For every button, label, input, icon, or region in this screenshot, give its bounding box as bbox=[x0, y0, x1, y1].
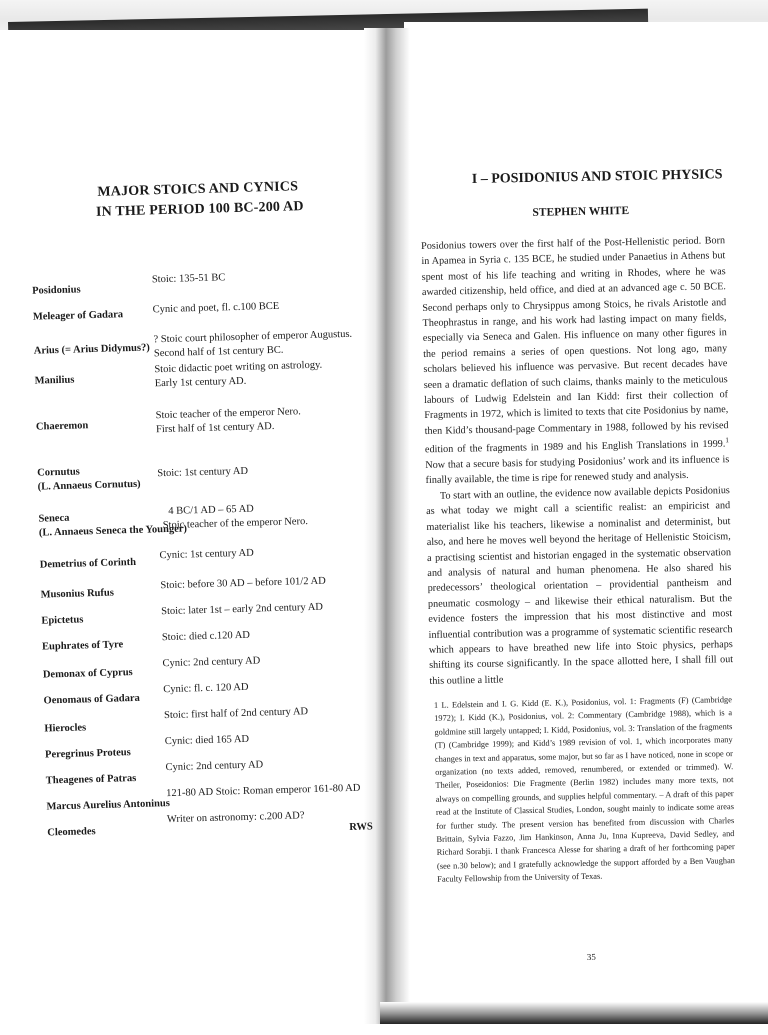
table-row-description: 4 BC/1 AD – 65 AD bbox=[168, 503, 254, 517]
table-row-name: Posidonius bbox=[32, 284, 81, 297]
table-row-name: Epictetus bbox=[41, 614, 84, 627]
table-row-description: Stoic teacher of the emperor Nero. bbox=[155, 406, 301, 422]
table-row-name: Meleager of Gadara bbox=[32, 309, 124, 323]
table-row-description: Stoic: 135-51 BC bbox=[151, 272, 226, 286]
table-row-description: Cynic: died 165 AD bbox=[164, 733, 250, 748]
table-row-description-cont: Stoic teacher of the emperor Nero. bbox=[162, 516, 309, 532]
table-row-description: Stoic: died c.120 AD bbox=[161, 629, 251, 644]
table-row-name: Manilius bbox=[34, 374, 75, 387]
table-row-description: Cynic: 2nd century AD bbox=[162, 655, 261, 670]
table-row-description: Stoic: later 1st – early 2nd century AD bbox=[161, 601, 324, 618]
table-row-description: Cynic and poet, fl. c.100 BCE bbox=[152, 300, 280, 316]
table-row-description: 121-80 AD Stoic: Roman emperor 161-80 AD bbox=[166, 782, 361, 800]
table-row-description: Stoic: before 30 AD – before 101/2 AD bbox=[160, 575, 326, 592]
author-initials: RWS bbox=[349, 821, 373, 834]
table-row-description-cont: Early 1st century AD. bbox=[154, 375, 247, 390]
table-row-name: Demetrius of Corinth bbox=[39, 556, 137, 571]
table-row-description: Writer on astronomy: c.200 AD? bbox=[166, 810, 305, 826]
page-number: 35 bbox=[586, 951, 596, 962]
table-row-name: Euphrates of Tyre bbox=[41, 639, 124, 653]
footnote-1: 1 L. Edelstein and I. G. Kidd (E. K.), Posidonius, vol. 1: Fragments (F) (Cambridge 1972); I. Kidd (K.), Posidonius, vol. 2: Commentary (Cambridge 1988), which is a goldmine still largely untapped; I. Kidd, Posidonius, vol. 3: Translation of the fragments (T) (Cambridge 1999); and Kidd’s 1989 revision of vol. 1, which incorporates many changes in text and apparatus, some major, but so far as I have noticed, none in scope or organization (no texts added, removed, renumbered, or extended or trimmed). W. Theiler, Poseidonios: Die Fragmente (Berlin 1982) includes many more texts, not always on compelling grounds, and supplies helpful commentary. – A draft of this paper read at the Institute of Classical Studies, London, sought mainly to indicate some areas for further study. The present version has benefited from discussion with Charles Brittain, Sylvia Fazzo, Jim Hankinson, Anna Ju, Inna Kupreeva, David Sedley, and Richard Sorabji. I thank Francesca Alesse for sharing a draft of her forthcoming paper (see n.30 below); and I gratefully acknowledge the support afforded by a Ben Vaughan Faculty Fellowship from the University of Texas. bbox=[433, 695, 736, 885]
table-row-name: Demonax of Cyprus bbox=[42, 667, 133, 681]
table-row-name: Hierocles bbox=[44, 722, 87, 735]
footnote-marker: 1 bbox=[725, 436, 729, 445]
table-row-name-alt: (L. Annaeus Seneca the Younger) bbox=[38, 523, 188, 539]
table-title-line2: IN THE PERIOD 100 BC-200 AD bbox=[95, 199, 304, 220]
table-row-description-cont: Second half of 1st century BC. bbox=[153, 344, 284, 360]
body-text bbox=[421, 233, 734, 689]
table-row-name: Musonius Rufus bbox=[40, 587, 115, 601]
table-row-description: Stoic: first half of 2nd century AD bbox=[163, 706, 309, 722]
table-title-line1: MAJOR STOICS AND CYNICS bbox=[97, 179, 299, 200]
table-row-description: Cynic: 2nd century AD bbox=[165, 759, 264, 774]
chapter-author: STEPHEN WHITE bbox=[532, 205, 630, 219]
table-row-name: Peregrinus Proteus bbox=[44, 747, 131, 761]
table-row-description: Cynic: fl. c. 120 AD bbox=[163, 681, 249, 696]
table-row-description: Cynic: 1st century AD bbox=[159, 547, 254, 562]
table-row-name: Theagenes of Patras bbox=[45, 772, 137, 787]
table-row-name: Chaeremon bbox=[35, 420, 89, 433]
table-row-name: Cornutus bbox=[37, 466, 80, 479]
table-row-name: Seneca bbox=[38, 512, 70, 525]
table-row-description-cont: First half of 1st century AD. bbox=[155, 420, 275, 436]
table-row-name: Oenomaus of Gadara bbox=[43, 692, 140, 707]
paragraph-1: Posidonius towers over the first half of the Post-Hellenistic period. Born in Apamea in Syria c. 135 BCE, he studied under Panaetius in Athens but spent most of his life teaching and writing in Rhodes, where he was awarded citizenship, held office, and died at an advanced age c. 50 BCE. Second perhaps only to Chrysippus among Stoics, he rivals Aristotle and Theophrastus in range, and his work had lasting impact on many fields, especially via Seneca and Galen. His influence on many other figures in the period remains a series of open questions. Not long ago, many scholars believed his influence was pervasive. But recent decades have seen a dramatic deflation of such claims, thanks mainly to the meticulous labours of Ludwig Edelstein and Ian Kidd: first their collection of Fragments in 1972, which is limited to texts that cite Posidonius by name, then Kidd’s thousand-page Commentary in 1988, followed by his revised edition of the fragments in 1989 and his English Translations in 1999.$^1$ Now that a secure basis for studying Posidonius’ work and its influence is finally available, the time is ripe for renewed study and analysis. bbox=[420, 235, 730, 487]
chapter-title: I – POSIDONIUS AND STOIC PHYSICS bbox=[471, 167, 723, 188]
table-row-name-alt: (L. Annaeus Cornutus) bbox=[37, 478, 141, 493]
table-row-description: Stoic: 1st century AD bbox=[157, 465, 249, 480]
table-row-name: Marcus Aurelius Antoninus bbox=[46, 798, 171, 813]
paragraph-2: To start with an outline, the evidence now available depicts Posidonius as what today we might call a scientific realist: an empiricist and materialist like his teachers, likewise a nominalist and determinist, but also, and here he moves well beyond the heritage of Hellenistic Stoicism, a practising scientist and historian engaged in the systematic observation and analysis of natural and human phenomena. He also shared his predecessors’ theological orientation – providential pantheism and pneumatic cosmology – and likewise their ethical naturalism. But the evidence fosters the impression that his most distinctive and most influential contribution was a programme of systematic scientific research which appears to have breathed new life into Stoic physics, perhaps shifting its course significantly. In the space allotted here, I shall fill out this outline a little bbox=[426, 485, 734, 687]
table-row-description: ? Stoic court philosopher of emperor Augustus. bbox=[153, 328, 353, 346]
table-row-name: Cleomedes bbox=[47, 826, 96, 839]
table-row-name: Arius (= Arius Didymus?) bbox=[33, 342, 150, 357]
table-row-description: Stoic didactic poet writing on astrology. bbox=[154, 359, 323, 376]
